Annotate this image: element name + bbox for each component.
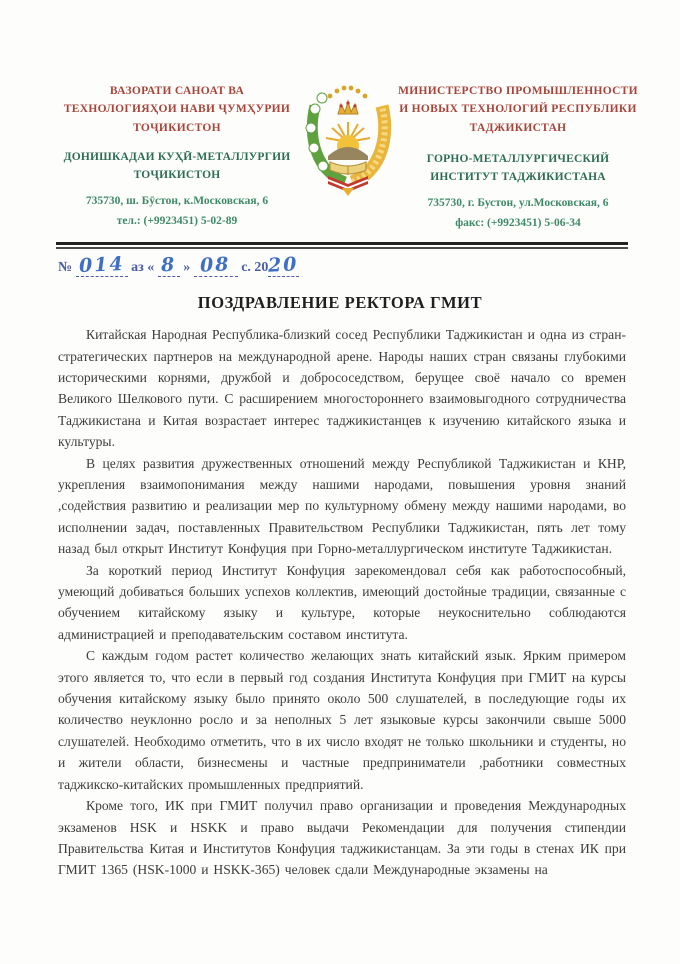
tajikistan-state-emblem-icon [298, 76, 398, 203]
reference-number-line [58, 252, 680, 278]
ministry-name-russian: МИНИСТЕРСТВО ПРОМЫШЛЕННОСТИ И НОВЫХ ТЕХНОЛОГИЙ РЕСПУБЛИКИ ТАДЖИКИСТАН [398, 85, 638, 134]
az-label: аз « [131, 260, 155, 276]
ministry-name-tajik: ВАЗОРАТИ САНОАТ ВА ТЕХНОЛОГИЯҲОИ НАВИ ҶУМҲУРИИ ТОҶИКИСТОН [63, 85, 291, 134]
phone-line: тел.: (+9923451) 5-02-89 [116, 215, 238, 228]
letterhead-right-block [398, 82, 638, 234]
quote-close-label: » [183, 260, 191, 276]
number-sign-label: № [58, 260, 73, 276]
document-title: ПОЗДРАВЛЕНИЕ РЕКТОРА ГМИТ [197, 293, 483, 313]
handwritten-month: 08 [199, 253, 232, 277]
day-slot [158, 253, 180, 277]
institute-name-tajik: ДОНИШКАДАИ КУҲӢ-МЕТАЛЛУРГИИ ТОҶИКИСТОН [63, 151, 291, 181]
paragraph-3: За короткий период Институт Конфуция зарекомендовал себя как работоспособный, умеющий добиваться больших успехов коллектив, имеющий достойные традиции, связанные с обучением китайскому языку и культуре, которые неукоснительно соблюдаются администрацией и преподавательским составом института. [58, 562, 626, 642]
handwritten-year: 20 [267, 253, 300, 277]
year-prefix-label: с. 20 [241, 260, 269, 276]
document-number-slot [76, 252, 128, 278]
year-slot [267, 253, 300, 277]
letterhead-divider-rule [56, 242, 628, 249]
fax-line: факс: (+9923451) 5-06-34 [455, 217, 581, 230]
handwritten-day: 8 [160, 253, 177, 277]
institute-name-russian: ГОРНО-МЕТАЛЛУРГИЧЕСКИЙ ИНСТИТУТ ТАДЖИКИСТАНА [426, 153, 610, 183]
paragraph-5: Кроме того, ИК при ГМИТ получил право организации и проведения Международных экзаменов HSK и HSKK и право выдачи Рекомендации для получения стипендии Правительства Китая и Институтов Конфуция таджикистанцам. За эти годы в стенах ИК при ГМИТ 1365 (HSK-1000 и HSKK-365) человек сдали Международные экзамены на [58, 798, 626, 878]
letterhead [0, 0, 680, 234]
paragraph-1: Китайская Народная Республика-близкий сосед Республики Таджикистан и одна из стран-стратегических партнеров на международной арене. Народы наших стран связаны глубокими историческими корнями, дружбой и добрососедством, берущее своё начало со времен Великого Шелкового пути. С расширением многостороннего взаимовыгодного сотрудничества Таджикистана и Китая возрастает интерес таджикистанцев к изучению китайского языка и культуры. [58, 327, 626, 450]
paragraph-2: В целях развития дружественных отношений между Республикой Таджикистан и КНР, укрепления взаимопонимания между нашими народами, повышения уровня знаний ,содействия развитию и реализации мер по культурному обмену между нашими народами, во исполнении задач, поставленных Правительством Республики Таджикистан, пять лет тому назад был открыт Институт Конфуция при Горно-металлургическом институте Таджикистан. [58, 455, 626, 557]
month-slot [194, 253, 238, 277]
institute-address-russian [398, 193, 638, 234]
letterhead-left-block [56, 82, 298, 232]
institute-address-tajik [56, 191, 298, 232]
paragraph-4: С каждым годом растет количество желающих знать китайский язык. Ярким примером этого является то, что если в первый год создания Института Конфуция при ГМИТ на курсы обучения китайскому языку было принято около 500 слушателей, в последующие годы их количество неуклонно росло и за неполных 5 лет языковые курсы закончили свыше 5000 слушателей. Необходимо отметить, что в их число входят не только школьники и студенты, но и жители области, бизнесмены и частные предприниматели ,работники совместных таджикско-китайских промышленных предприятий. [58, 648, 626, 792]
handwritten-document-number: 014 [78, 252, 125, 278]
address-line: 735730, г. Бустон, ул.Московская, 6 [427, 196, 609, 209]
letter-body [58, 324, 626, 881]
address-line: 735730, ш. Бӯстон, к.Московская, 6 [85, 194, 269, 207]
